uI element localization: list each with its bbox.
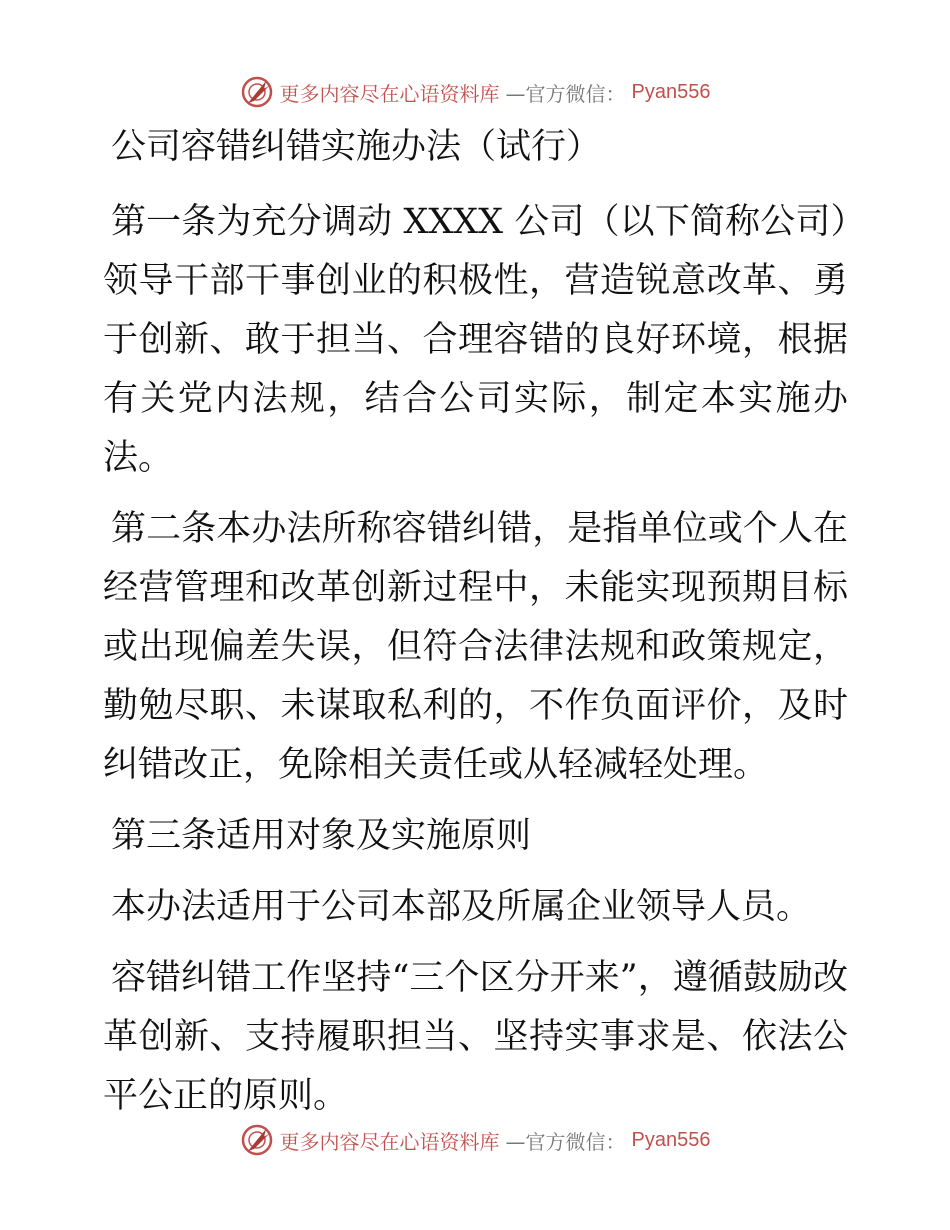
principles-paragraph: 容错纠错工作坚持“三个区分开来”，遵循鼓励改革创新、支持履职担当、坚持实事求是、依法公平公正的原则。 xyxy=(103,958,848,1116)
banner-separator: —官方微信： xyxy=(505,1129,626,1154)
banner-wechat-id: Pyan556 xyxy=(631,1128,711,1151)
footer-watermark-banner xyxy=(0,1118,950,1162)
document-body xyxy=(103,118,848,1126)
banner-wechat-id: Pyan556 xyxy=(631,80,711,103)
article-1-paragraph: 第一条为充分调动 XXXX 公司（以下简称公司）领导干部干事创业的积极性，营造锐意改革、勇于创新、敢于担当、合理容错的良好环境，根据有关党内法规，结合公司实际，制定本实施办法。 xyxy=(103,202,848,478)
banner-text: 更多内容尽在心语资料库 xyxy=(279,1129,500,1154)
document-title: 公司容错纠错实施办法（试行） xyxy=(111,127,602,167)
header-watermark-banner xyxy=(0,70,950,114)
article-2-paragraph: 第二条本办法所称容错纠错，是指单位或个人在经营管理和改革创新过程中，未能实现预期目标或出现偏差失误，但符合法律法规和政策规定，勤勉尽职、未谋取私利的，不作负面评价，及时纠错改正，免除相关责任或从轻减轻处理。 xyxy=(103,509,848,785)
banner-separator: —官方微信： xyxy=(505,81,626,106)
quill-logo-icon xyxy=(240,1123,274,1157)
scope-paragraph: 本办法适用于公司本部及所属企业领导人员。 xyxy=(111,887,812,927)
quill-logo-icon xyxy=(240,75,274,109)
article-3-heading: 第三条适用对象及实施原则 xyxy=(111,816,532,856)
banner-text: 更多内容尽在心语资料库 xyxy=(279,81,500,106)
